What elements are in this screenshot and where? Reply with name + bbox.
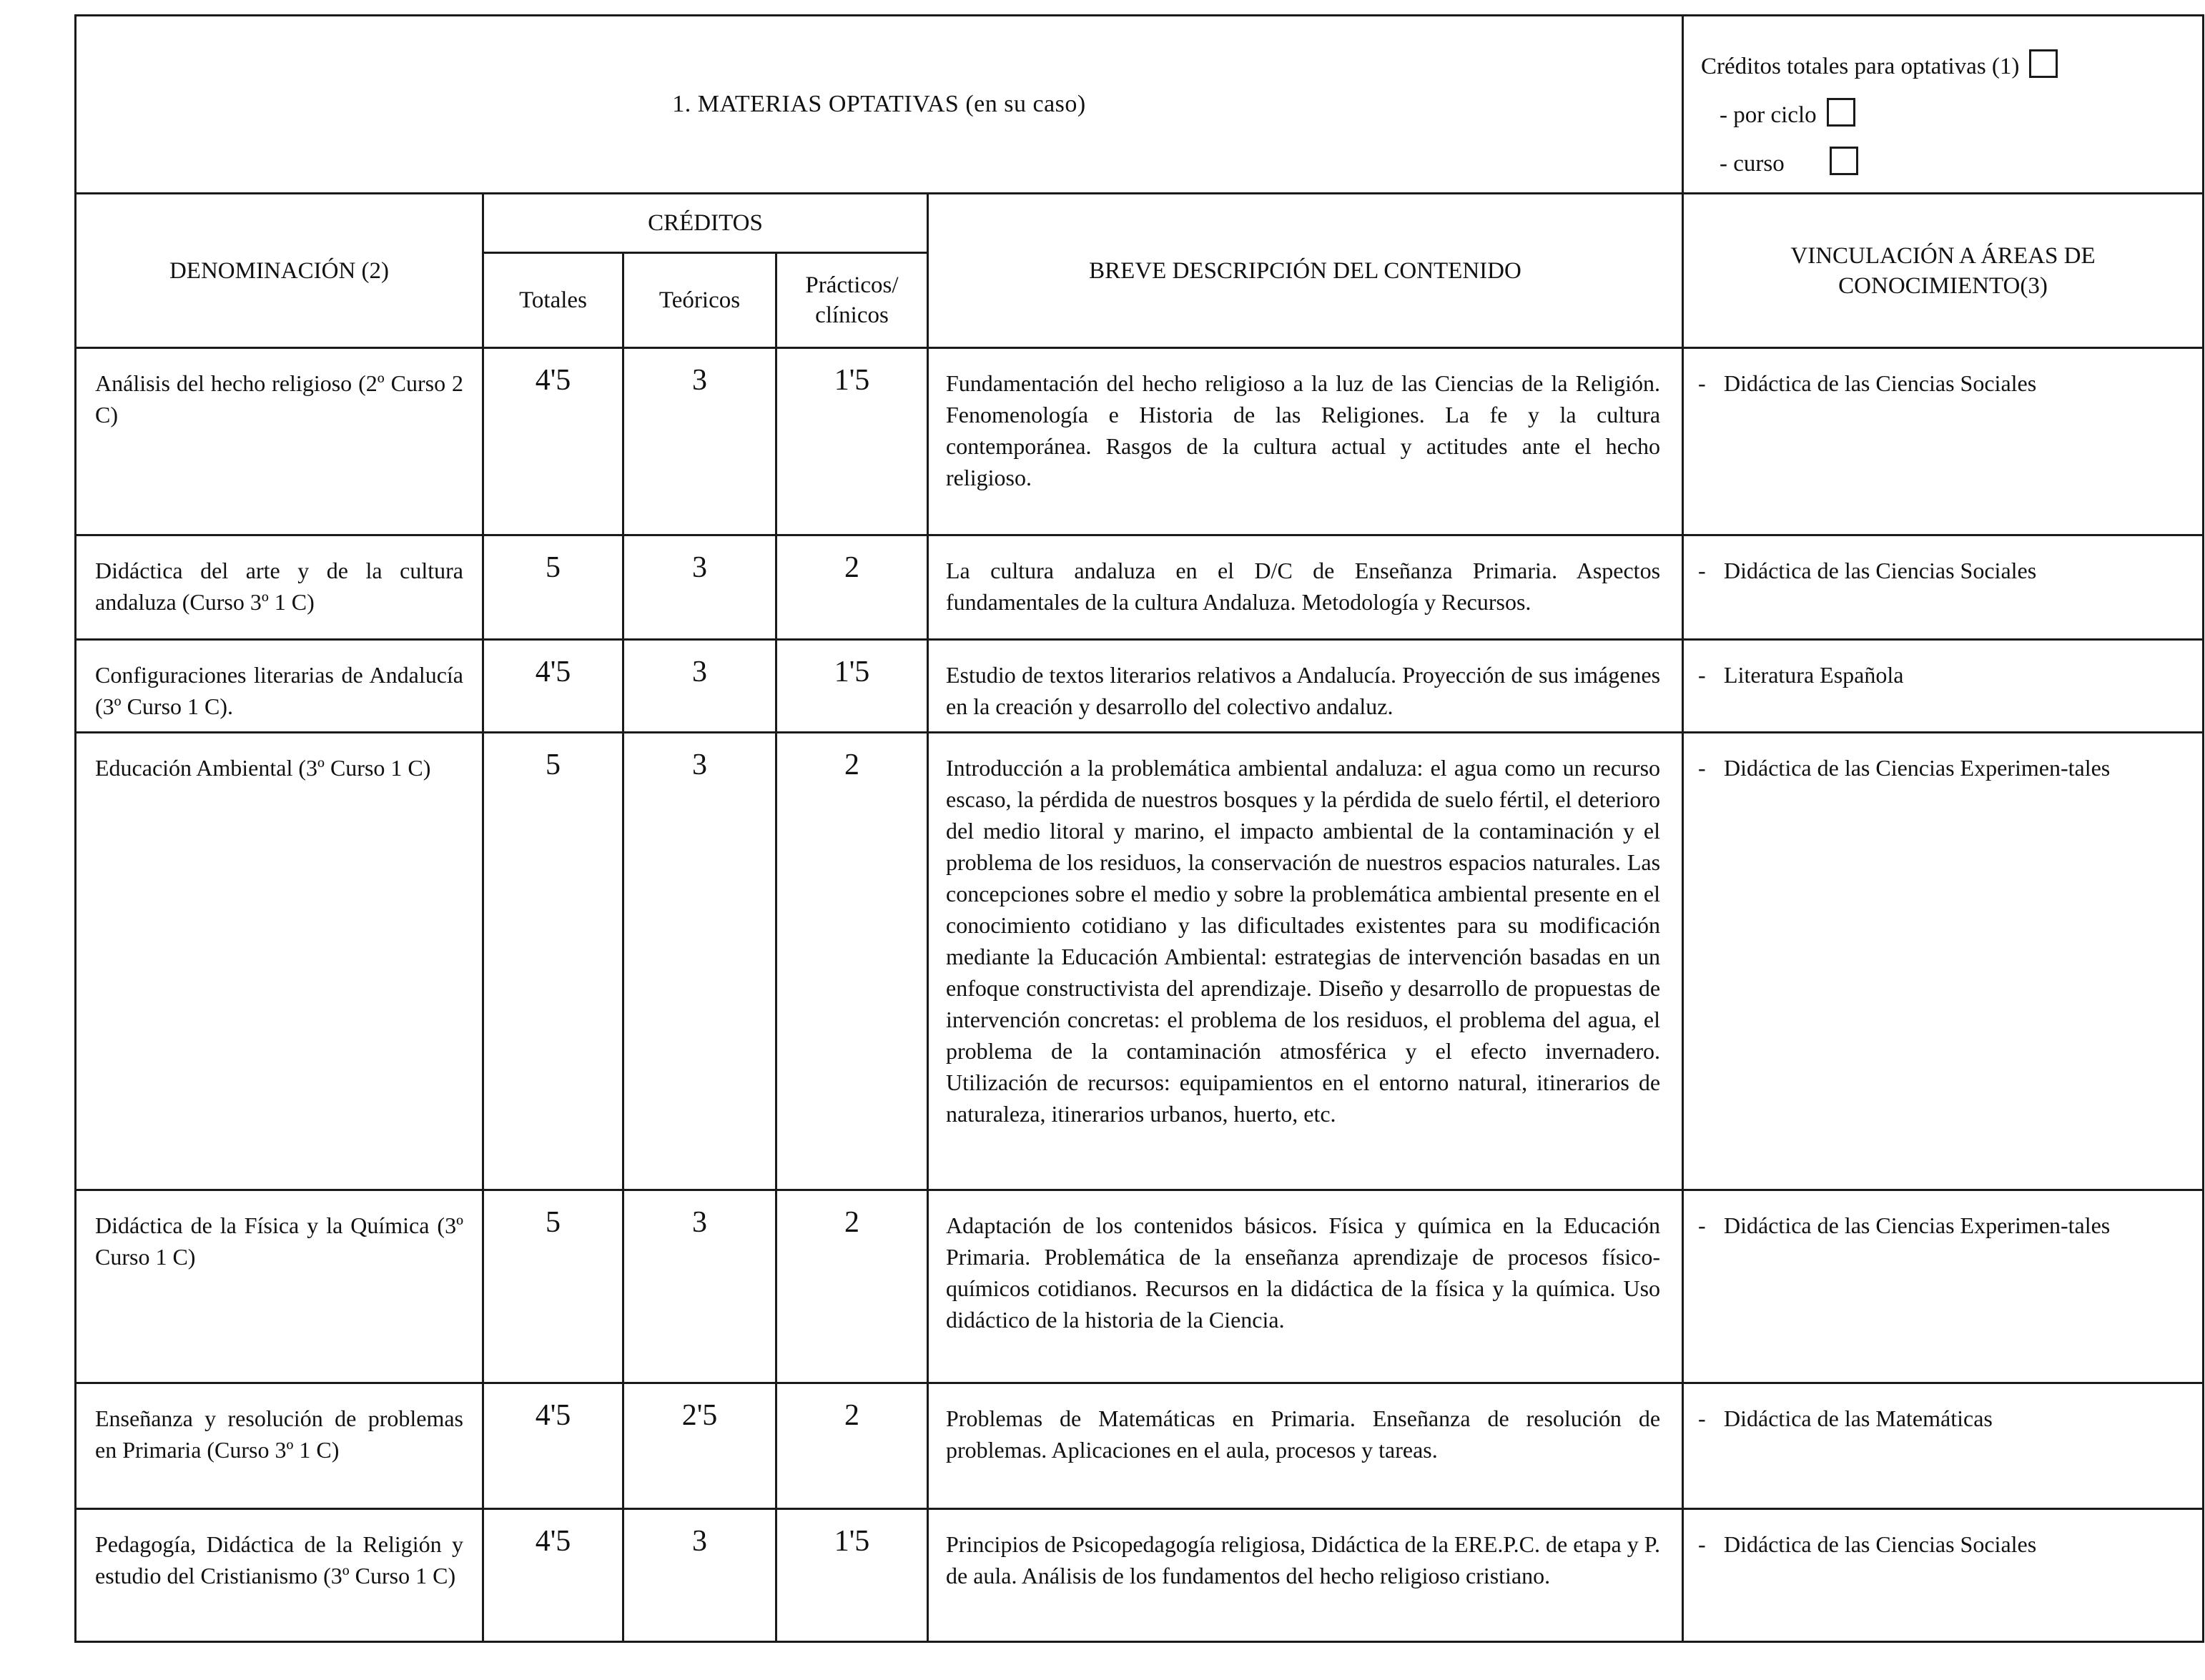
total-credits-line [1701,42,2202,91]
header-teoricos-label: Teóricos [658,287,741,313]
per-cycle-checkbox[interactable] [1827,98,1855,127]
credits-total: 4'5 [483,640,623,733]
header-vinculacion-line1: VINCULACIÓN A ÁREAS DE [1790,242,2096,269]
header-teoricos [623,253,776,348]
area-text: Didáctica de las Ciencias Sociales [1724,1531,2037,1557]
credits-practice: 1'5 [776,640,928,733]
credits-theory: 3 [623,733,776,1190]
credits-total: 4'5 [483,1383,623,1509]
subject-name: Educación Ambiental (3º Curso 1 C) [76,733,483,1190]
area-dash: - [1698,558,1706,583]
area-text: Didáctica de las Ciencias Experimen-tales [1724,755,2111,781]
credits-practice: 2 [776,535,928,640]
header-creditos [483,194,928,253]
credits-practice: 1'5 [776,348,928,535]
header-totales-label: Totales [519,287,587,313]
area-dash: - [1698,755,1706,781]
header-denominacion [76,194,483,348]
per-cycle-line [1701,91,2202,139]
area-text: Didáctica de las Matemáticas [1724,1405,1993,1431]
area-text: Didáctica de las Ciencias Experimen-tales [1724,1212,2111,1238]
section-title: 1. MATERIAS OPTATIVAS (en su caso) [672,91,1086,117]
subject-description: Fundamentación del hecho religioso a la luz de las Ciencias de la Religión. Fenomenología e Historia de las Religiones. La fe y la cultura contemporánea. Rasgos de la cultura actual y actitudes ante el hecho religioso. [928,348,1683,535]
per-course-checkbox[interactable] [1830,147,1858,175]
per-course-line [1701,139,2202,188]
header-denominacion-label: DENOMINACIÓN (2) [169,257,390,284]
header-creditos-label: CRÉDITOS [648,210,763,236]
section-title-cell [76,16,1683,194]
header-practicos-line2: clínicos [815,302,889,328]
table-row [76,1509,2204,1642]
area-dash: - [1698,1212,1706,1238]
subject-description: La cultura andaluza en el D/C de Enseñanza Primaria. Aspectos fundamentales de la cultura Andaluza. Metodología y Recursos. [928,535,1683,640]
subject-description: Estudio de textos literarios relativos a Andalucía. Proyección de sus imágenes en la creación y desarrollo del colectivo andaluz. [928,640,1683,733]
area-dash: - [1698,1531,1706,1557]
credits-total: 4'5 [483,1509,623,1642]
knowledge-area [1683,1190,2204,1383]
knowledge-area [1683,640,2204,733]
subject-name: Análisis del hecho religioso (2º Curso 2 C) [76,348,483,535]
area-text: Literatura Española [1724,662,1904,688]
header-totales [483,253,623,348]
area-text: Didáctica de las Ciencias Sociales [1724,558,2037,583]
credits-theory: 3 [623,1190,776,1383]
credits-total: 5 [483,1190,623,1383]
header-vinculacion [1683,194,2204,348]
subject-name: Didáctica de la Física y la Química (3º Curso 1 C) [76,1190,483,1383]
knowledge-area [1683,1509,2204,1642]
knowledge-area [1683,348,2204,535]
area-dash: - [1698,1405,1706,1431]
subject-description: Adaptación de los contenidos básicos. Física y química en la Educación Primaria. Problemática de la enseñanza aprendizaje de procesos físico-químicos cotidianos. Recursos en la didáctica de la física y la química. Uso didáctico de la historia de la Ciencia. [928,1190,1683,1383]
credits-practice: 2 [776,1190,928,1383]
per-course-label: - curso [1720,151,1785,177]
credits-total: 5 [483,733,623,1190]
subject-name: Configuraciones literarias de Andalucía (3º Curso 1 C). [76,640,483,733]
subject-description: Principios de Psicopedagogía religiosa, Didáctica de la ERE.P.C. de etapa y P. de aula. Análisis de los fundamentos del hecho religioso cristiano. [928,1509,1683,1642]
optional-subjects-form [74,14,2202,1643]
per-cycle-label: - por ciclo [1720,102,1817,128]
credits-theory: 3 [623,640,776,733]
credits-practice: 2 [776,1383,928,1509]
subject-description: Problemas de Matemáticas en Primaria. Enseñanza de resolución de problemas. Aplicaciones en el aula, procesos y tareas. [928,1383,1683,1509]
subject-name: Enseñanza y resolución de problemas en Primaria (Curso 3º 1 C) [76,1383,483,1509]
total-credits-checkbox[interactable] [2029,49,2058,78]
area-text: Didáctica de las Ciencias Sociales [1724,370,2037,396]
credits-practice: 1'5 [776,1509,928,1642]
header-practicos [776,253,928,348]
table-row [76,640,2204,733]
header-practicos-line1: Prácticos/ [805,272,899,298]
knowledge-area [1683,733,2204,1190]
total-credits-box [1683,16,2204,194]
subject-name: Pedagogía, Didáctica de la Religión y estudio del Cristianismo (3º Curso 1 C) [76,1509,483,1642]
credits-theory: 3 [623,348,776,535]
table-row [76,1383,2204,1509]
area-dash: - [1698,370,1706,396]
credits-theory: 3 [623,535,776,640]
table-row [76,733,2204,1190]
credits-theory: 2'5 [623,1383,776,1509]
table-row [76,348,2204,535]
optional-subjects-table [74,14,2204,1643]
header-descripcion-label: BREVE DESCRIPCIÓN DEL CONTENIDO [1089,257,1521,284]
table-row [76,1190,2204,1383]
area-dash: - [1698,662,1706,688]
subject-description: Introducción a la problemática ambiental andaluza: el agua como un recurso escaso, la pérdida de nuestros bosques y la pérdida de suelo fértil, el deterioro del medio litoral y marino, el impacto ambiental de la contaminación y el problema de los residuos, la conservación de nuestros espacios naturales. Las concepciones sobre el medio y sobre la problemática ambiental presente en el conocimiento cotidiano y las dificultades existentes para su modificación mediante la Educación Ambiental: estrategias de intervención basadas en un enfoque constructivista del aprendizaje. Diseño y desarrollo de propuestas de intervención concretas: el problema de los residuos, el problema del agua, el problema de la contaminación atmosférica y el efecto invernadero. Utilización de recursos: equipamientos en el entorno natural, itinerarios de naturaleza, itinerarios urbanos, huerto, etc. [928,733,1683,1190]
credits-total: 4'5 [483,348,623,535]
table-row [76,535,2204,640]
header-descripcion [928,194,1683,348]
credits-theory: 3 [623,1509,776,1642]
knowledge-area [1683,1383,2204,1509]
credits-practice: 2 [776,733,928,1190]
knowledge-area [1683,535,2204,640]
total-credits-label: Créditos totales para optativas (1) [1701,54,2020,79]
credits-total: 5 [483,535,623,640]
header-vinculacion-line2: CONOCIMIENTO(3) [1838,272,2048,299]
subject-name: Didáctica del arte y de la cultura andaluza (Curso 3º 1 C) [76,535,483,640]
